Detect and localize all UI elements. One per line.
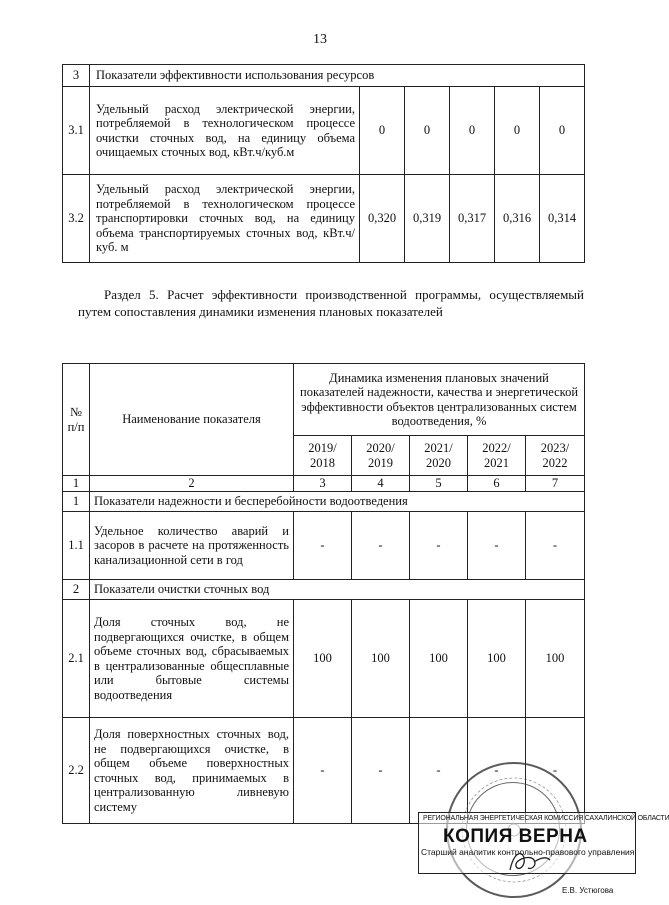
table-row	[63, 175, 585, 263]
value-cell: 100	[352, 600, 410, 718]
row-number: 3.2	[63, 175, 90, 263]
table-row	[63, 580, 585, 600]
page-number: 13	[313, 32, 327, 47]
value-cell: -	[352, 718, 410, 824]
value-cell: 0,320	[360, 175, 405, 263]
signature-icon	[504, 848, 554, 876]
section-title: Показатели эффективности использования ресурсов	[90, 65, 585, 87]
value-cell: 0	[540, 87, 585, 175]
period-header: 2021/ 2020	[410, 436, 468, 476]
resource-efficiency-table	[62, 64, 585, 263]
dynamics-header: Динамика изменения плановых значений показателей надежности, качества и энергетической эффективности объектов централизованных систем водоотведения, %	[294, 364, 585, 436]
value-cell: -	[468, 512, 526, 580]
column-number: 7	[526, 476, 585, 492]
value-cell: -	[526, 718, 585, 824]
column-number: 1	[63, 476, 90, 492]
value-cell: 0,314	[540, 175, 585, 263]
column-number-row	[63, 476, 585, 492]
value-cell: 0	[495, 87, 540, 175]
value-cell: 100	[526, 600, 585, 718]
indicator-name: Удельный расход электрической энергии, потребляемой в технологическом процессе транспортировки сточных вод, на единицу объема транспортируемых сточных вод, кВт.ч/куб. м	[90, 175, 360, 263]
certification-stamp	[418, 762, 669, 905]
value-cell: 100	[410, 600, 468, 718]
indicator-name: Удельный расход электрической энергии, потребляемой в технологическом процессе очистки сточных вод, на единицу объема очищаемых сточных вод, кВт.ч/куб.м	[90, 87, 360, 175]
indicator-name: Доля поверхностных сточных вод, не подвергающихся очистке, в общем объеме поверхностных сточных вод, принимаемых в централизованную ливневую систему	[90, 718, 294, 824]
section-number: 2	[63, 580, 90, 600]
section-title: Показатели надежности и бесперебойности водоотведения	[90, 492, 585, 512]
signer-name: Е.В. Устюгова	[562, 886, 614, 895]
row-number: 2.2	[63, 718, 90, 824]
table-row	[63, 65, 585, 87]
row-number: 1.1	[63, 512, 90, 580]
value-cell: -	[410, 512, 468, 580]
value-cell: 100	[468, 600, 526, 718]
indicator-name: Удельное количество аварий и засоров в расчете на протяженность канализационной сети в год	[90, 512, 294, 580]
table-header-row	[63, 364, 585, 436]
section-title: Показатели очистки сточных вод	[90, 580, 585, 600]
value-cell: 0,316	[495, 175, 540, 263]
table-row	[63, 600, 585, 718]
period-header: 2022/ 2021	[468, 436, 526, 476]
value-cell: 0	[360, 87, 405, 175]
value-cell: 0	[450, 87, 495, 175]
column-number: 4	[352, 476, 410, 492]
table-row	[63, 492, 585, 512]
section-number: 3	[63, 65, 90, 87]
value-cell: -	[294, 718, 352, 824]
period-header: 2019/ 2018	[294, 436, 352, 476]
value-cell: -	[352, 512, 410, 580]
row-number: 3.1	[63, 87, 90, 175]
row-number: 2.1	[63, 600, 90, 718]
section-number: 1	[63, 492, 90, 512]
value-cell: 0,319	[405, 175, 450, 263]
cert-role: Старший аналитик контрольно-правового управления	[421, 847, 635, 857]
efficiency-dynamics-table	[62, 363, 585, 824]
column-number: 6	[468, 476, 526, 492]
value-cell: -	[410, 718, 468, 824]
period-header: 2023/ 2022	[526, 436, 585, 476]
indicator-name: Доля сточных вод, не подвергающихся очистке, в общем объеме сточных вод, сбрасываемых в централизованные общесплавные или бытовые системы водоотведения	[90, 600, 294, 718]
value-cell: 0,317	[450, 175, 495, 263]
num-column-header: № п/п	[63, 364, 90, 476]
name-column-header: Наименование показателя	[90, 364, 294, 476]
column-number: 2	[90, 476, 294, 492]
cert-title: КОПИЯ ВЕРНА	[443, 826, 588, 847]
value-cell: 0	[405, 87, 450, 175]
column-number: 3	[294, 476, 352, 492]
value-cell: -	[294, 512, 352, 580]
value-cell: 100	[294, 600, 352, 718]
table-row	[63, 87, 585, 175]
column-number: 5	[410, 476, 468, 492]
section-5-heading: Раздел 5. Расчет эффективности производственной программы, осуществляемый путем сопоставления динамики изменения плановых показателей	[78, 287, 584, 319]
table-row	[63, 512, 585, 580]
value-cell: -	[468, 718, 526, 824]
period-header: 2020/ 2019	[352, 436, 410, 476]
cert-organization: РЕГИОНАЛЬНАЯ ЭНЕРГЕТИЧЕСКАЯ КОМИССИЯ САХАЛИНСКОЙ ОБЛАСТИ	[423, 815, 669, 822]
value-cell: -	[526, 512, 585, 580]
